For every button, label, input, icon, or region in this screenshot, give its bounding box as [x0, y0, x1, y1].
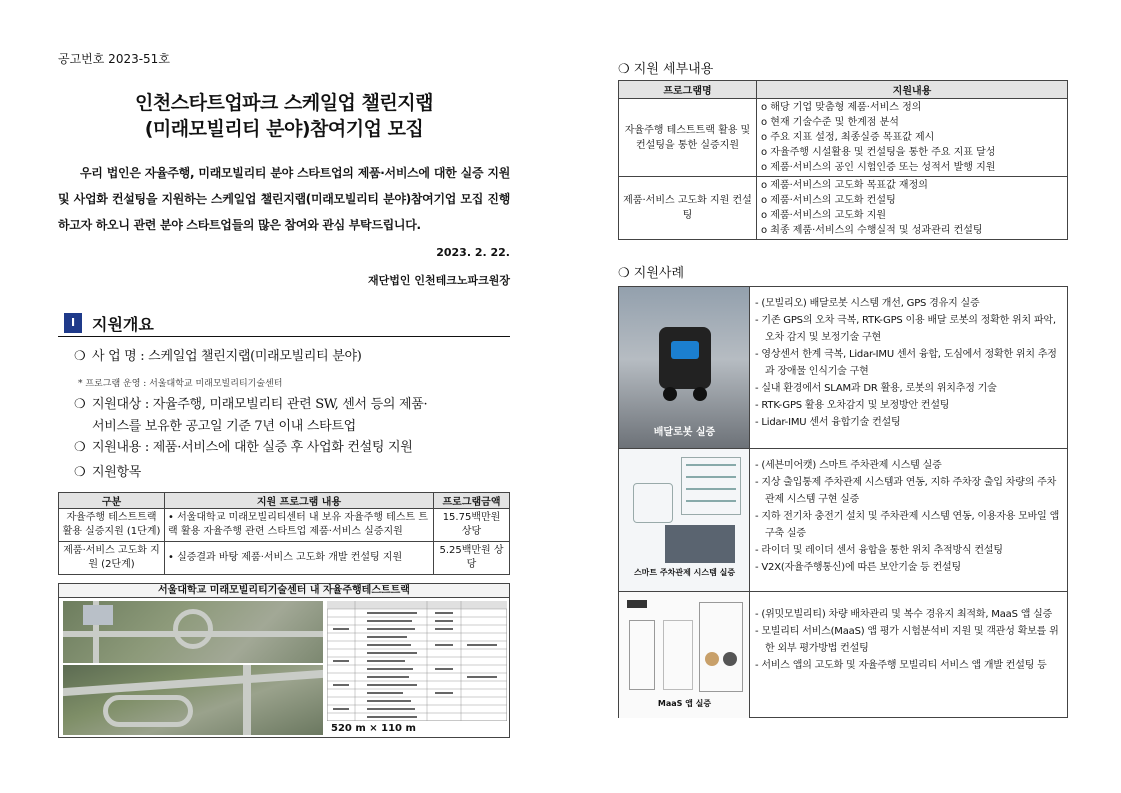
- program-content: • 실증결과 바탕 제품·서비스 고도화 개발 컨설팅 지원: [165, 542, 434, 575]
- issuer: 재단법인 인천테크노파크원장: [368, 274, 510, 287]
- table-header: 프로그램금액: [434, 493, 510, 509]
- track-dimensions: 520 m × 110 m: [331, 723, 416, 734]
- notice-number: 공고번호 2023-51호: [58, 52, 170, 66]
- program-table: [58, 492, 510, 575]
- list-item: o 제품·서비스의 고도화 지원: [761, 210, 887, 221]
- cases-heading: ❍ 지원사례: [618, 266, 685, 281]
- delivery-robot-photo: [619, 287, 750, 448]
- program-details: [757, 177, 1068, 240]
- section-number: Ⅰ: [64, 313, 82, 333]
- program-name: 자율주행 테스트트랙 활용 및 컨설팅을 통한 실증지원: [619, 99, 757, 177]
- bullet-support-items: ❍ 지원항목: [74, 462, 514, 484]
- case-description: - (위밋모빌리티) 차량 배차관리 및 복수 경유지 최적화, MaaS 앱 실증 - 모빌리티 서비스(MaaS) 앱 평가 시험분석비 지원 및 객관성 확보를 위한 외부 평가방법 컨설팅 - 서비스 앱의 고도화 및 자율주행 모빌리티 서비스 앱 개발 컨설팅 등: [755, 609, 1059, 671]
- page-title-line1: 인천스타트업파크 스케일업 챌린지랩: [135, 92, 433, 114]
- aerial-photo-top: [63, 601, 323, 663]
- circle-bullet-icon: ❍: [74, 465, 86, 480]
- program-category: 제품·서비스 고도화 지원 (2단계): [59, 542, 165, 575]
- table-row: [59, 509, 510, 542]
- case-image-label: 배달로봇 실증: [653, 427, 716, 438]
- case-row: [619, 592, 1067, 718]
- case-description: - (모빌리오) 배달로봇 시스템 개선, GPS 경유지 실증 - 기존 GPS의 오차 극복, RTK-GPS 이용 배달 로봇의 정확한 위치 파악, 오차 감지 및 보정기술 구현 - 영상센서 한계 극복, Lidar-IMU 센서 융합, 도심에서 정확한 위치 추정과 장애물 인식기술 구현 - 실내 환경에서 SLAM과 DR 활용, 로봇의 위치추정 기술 - RTK-GPS 활용 오차감지 및 보정방안 컨설팅 - Lidar-IMU 센서 융합기술 컨설팅: [755, 298, 1057, 428]
- table-row: [619, 99, 1068, 177]
- table-header: 프로그램명: [619, 81, 757, 99]
- test-track-figure: [58, 583, 510, 738]
- list-item: o 해당 기업 맞춤형 제품·서비스 정의: [761, 102, 922, 113]
- parking-system-diagram: [619, 449, 750, 591]
- operator-note: * 프로그램 운영 : 서울대학교 미래모빌리티기술센터: [78, 379, 283, 389]
- circle-bullet-icon: ❍: [74, 397, 86, 412]
- program-content: • 서울대학교 미래모빌리티센터 내 보유 자율주행 테스트 트랙 활용 자율주행 관련 스타트업 제품·서비스 실증지원: [165, 509, 434, 542]
- figure-title: 서울대학교 미래모빌리티기술센터 내 자율주행테스트트랙: [59, 584, 509, 598]
- bullet-eligibility: ❍ 지원대상 : 자율주행, 미래모빌리티 관련 SW, 센서 등의 제품· 서비스를 보유한 공고일 기준 7년 이내 스타트업: [74, 394, 514, 438]
- list-item: o 현재 기술수준 및 한계점 분석: [761, 117, 899, 128]
- track-spec-table: [327, 601, 507, 721]
- table-header: 지원내용: [757, 81, 1068, 99]
- cases-table: [618, 286, 1068, 718]
- detail-heading: ❍ 지원 세부내용: [618, 62, 714, 77]
- list-item: o 제품·서비스의 고도화 컨설팅: [761, 195, 896, 206]
- list-item: o 제품·서비스의 고도화 목표값 재정의: [761, 180, 928, 191]
- circle-bullet-icon: ❍: [74, 349, 86, 364]
- section-title: 지원개요: [92, 315, 154, 334]
- bullet-program-name: ❍ 사 업 명 : 스케일업 챌린지랩(미래모빌리티 분야): [74, 346, 514, 368]
- aerial-photo-bottom: [63, 665, 323, 735]
- table-header: 구분: [59, 493, 165, 509]
- detail-table: [618, 80, 1068, 240]
- program-amount: 5.25백만원 상당: [434, 542, 510, 575]
- list-item: o 제품·서비스의 공인 시험인증 또는 성적서 발행 지원: [761, 162, 996, 173]
- page-title-line2: (미래모빌리티 분야)참여기업 모집: [144, 118, 424, 140]
- case-image-label: 스마트 주차관제 시스템 실증: [633, 568, 736, 577]
- table-header: 지원 프로그램 내용: [165, 493, 434, 509]
- notice-date: 2023. 2. 22.: [436, 246, 510, 259]
- circle-bullet-icon: ❍: [74, 440, 86, 455]
- track-spec-grid: [327, 601, 507, 721]
- case-row: [619, 287, 1067, 449]
- intro-paragraph: 우리 법인은 자율주행, 미래모빌리티 분야 스타트업의 제품·서비스에 대한 실증 지원 및 사업화 컨설팅을 지원하는 스케일업 챌린지랩(미래모빌리티 분야)참여기업 모집 진행하고자 하오니 관련 분야 스타트업들의 많은 참여와 관심 부탁드립니다.: [58, 166, 510, 232]
- bullet-support-content: ❍ 지원내용 : 제품·서비스에 대한 실증 후 사업화 컨설팅 지원: [74, 437, 514, 459]
- table-row: [59, 542, 510, 575]
- list-item: o 자율주행 시설활용 및 컨설팅을 통한 주요 지표 달성: [761, 147, 996, 158]
- program-name: 제품·서비스 고도화 지원 컨설팅: [619, 177, 757, 240]
- list-item: o 주요 지표 설정, 최종실증 목표값 제시: [761, 132, 935, 143]
- program-details: [757, 99, 1068, 177]
- list-item: o 최종 제품·서비스의 수행실적 및 성과관리 컨설팅: [761, 225, 983, 236]
- case-image-label: MaaS 앱 실증: [657, 699, 712, 708]
- table-row: [619, 177, 1068, 240]
- case-description: - (세븐미어캣) 스마트 주차관제 시스템 실증 - 지상 출입통제 주차관제 시스템과 연동, 지하 주차장 출입 차량의 주차관제 시스템 구현 실증 - 지하 전기차 충전기 설치 및 주차관제 시스템 연동, 이용자용 모바일 앱 구축 실증 - 라이더 및 레이더 센서 융합을 통한 위치 추적방식 컨설팅 - V2X(자율주행통신)에 따른 보안기술 등 컨설팅: [755, 460, 1060, 573]
- case-row: [619, 449, 1067, 592]
- program-amount: 15.75백만원 상당: [434, 509, 510, 542]
- program-category: 자율주행 테스트트랙 활용 실증지원 (1단계): [59, 509, 165, 542]
- maas-app-diagram: [619, 592, 750, 718]
- section-header: [58, 311, 510, 337]
